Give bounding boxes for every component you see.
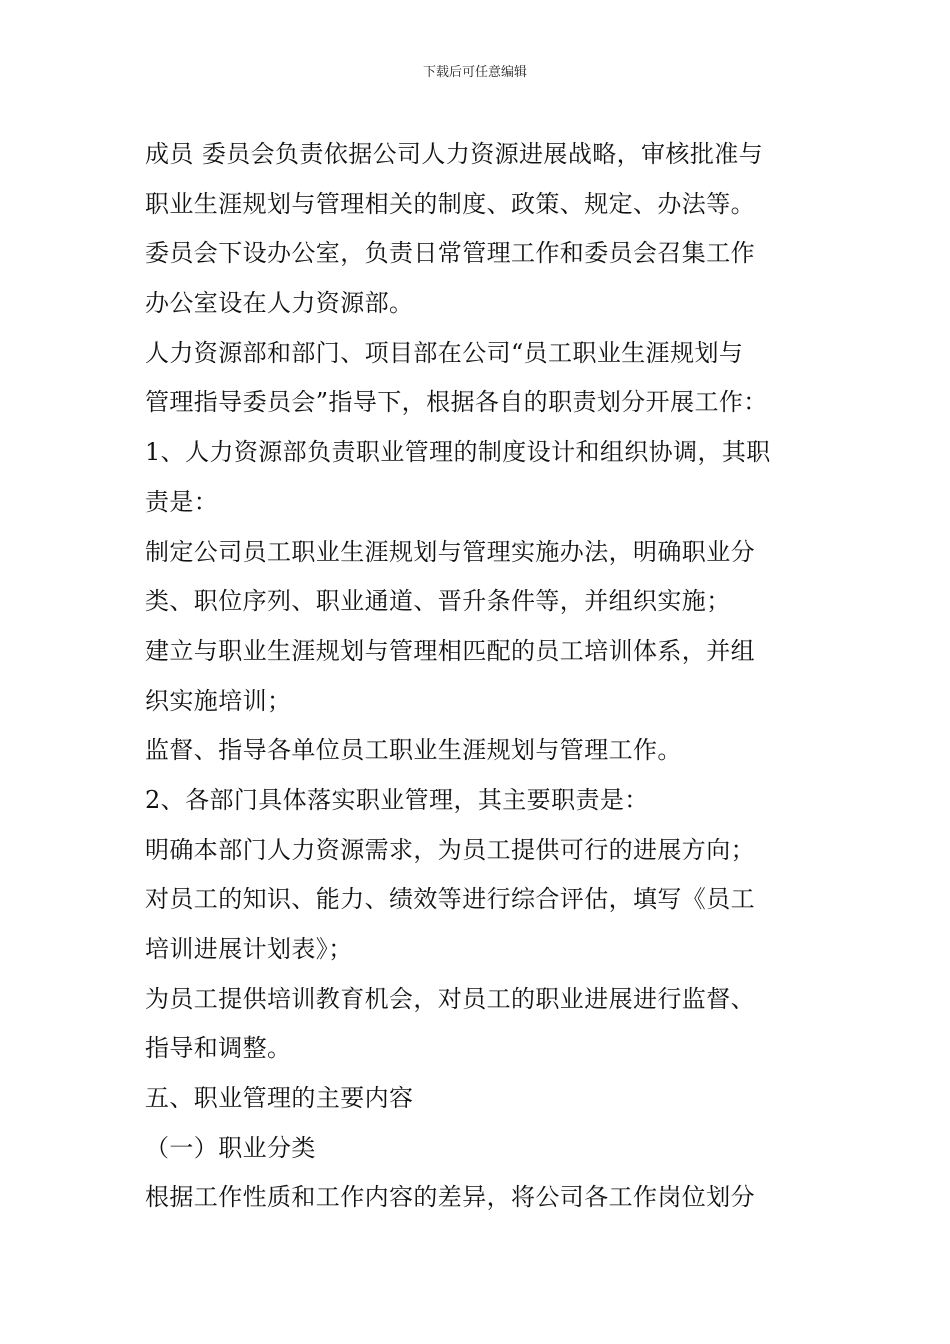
text-line: 1、人力资源部负责职业管理的制度设计和组织协调，其职 xyxy=(145,438,771,467)
text-line: 类、职位序列、职业通道、晋升条件等，并组织实施； xyxy=(145,587,731,616)
text-line: 明确本部门人力资源需求，为员工提供可行的进展方向； xyxy=(145,835,755,864)
text-line: 职业生涯规划与管理相关的制度、政策、规定、办法等。 xyxy=(145,189,755,218)
page-header: 下载后可任意编辑 xyxy=(422,65,527,80)
text-line: 建立与职业生涯规划与管理相匹配的员工培训体系，并组 xyxy=(145,636,755,665)
text-line: 为员工提供培训教育机会，对员工的职业进展进行监督、 xyxy=(145,984,755,1013)
text-line: 委员会下设办公室，负责日常管理工作和委员会召集工作 xyxy=(145,239,755,268)
text-line: 人力资源部和部门、项目部在公司“员工职业生涯规划与 xyxy=(145,338,744,367)
section-heading: 五、职业管理的主要内容 xyxy=(145,1084,414,1113)
text-line: 成员 委员会负责依据公司人力资源进展战略，审核批准与 xyxy=(145,140,764,168)
text-line: 2、各部门具体落实职业管理，其主要职责是： xyxy=(145,785,649,814)
text-line: 责是： xyxy=(145,487,219,516)
text-line: 办公室设在人力资源部。 xyxy=(145,289,414,318)
text-line: 监督、指导各单位员工职业生涯规划与管理工作。 xyxy=(145,736,682,765)
text-line: 制定公司员工职业生涯规划与管理实施办法，明确职业分 xyxy=(145,537,755,566)
text-line: 管理指导委员会”指导下，根据各自的职责划分开展工作： xyxy=(145,388,768,417)
text-line: 根据工作性质和工作内容的差异，将公司各工作岗位划分 xyxy=(145,1183,755,1212)
text-line: 对员工的知识、能力、绩效等进行综合评估，填写《员工 xyxy=(145,885,755,914)
text-line: 指导和调整。 xyxy=(145,1034,292,1063)
subsection-heading: （一）职业分类 xyxy=(145,1133,316,1162)
text-line: 培训进展计划表》； xyxy=(145,935,353,963)
text-line: 织实施培训； xyxy=(145,686,292,715)
document-body xyxy=(145,130,825,1223)
